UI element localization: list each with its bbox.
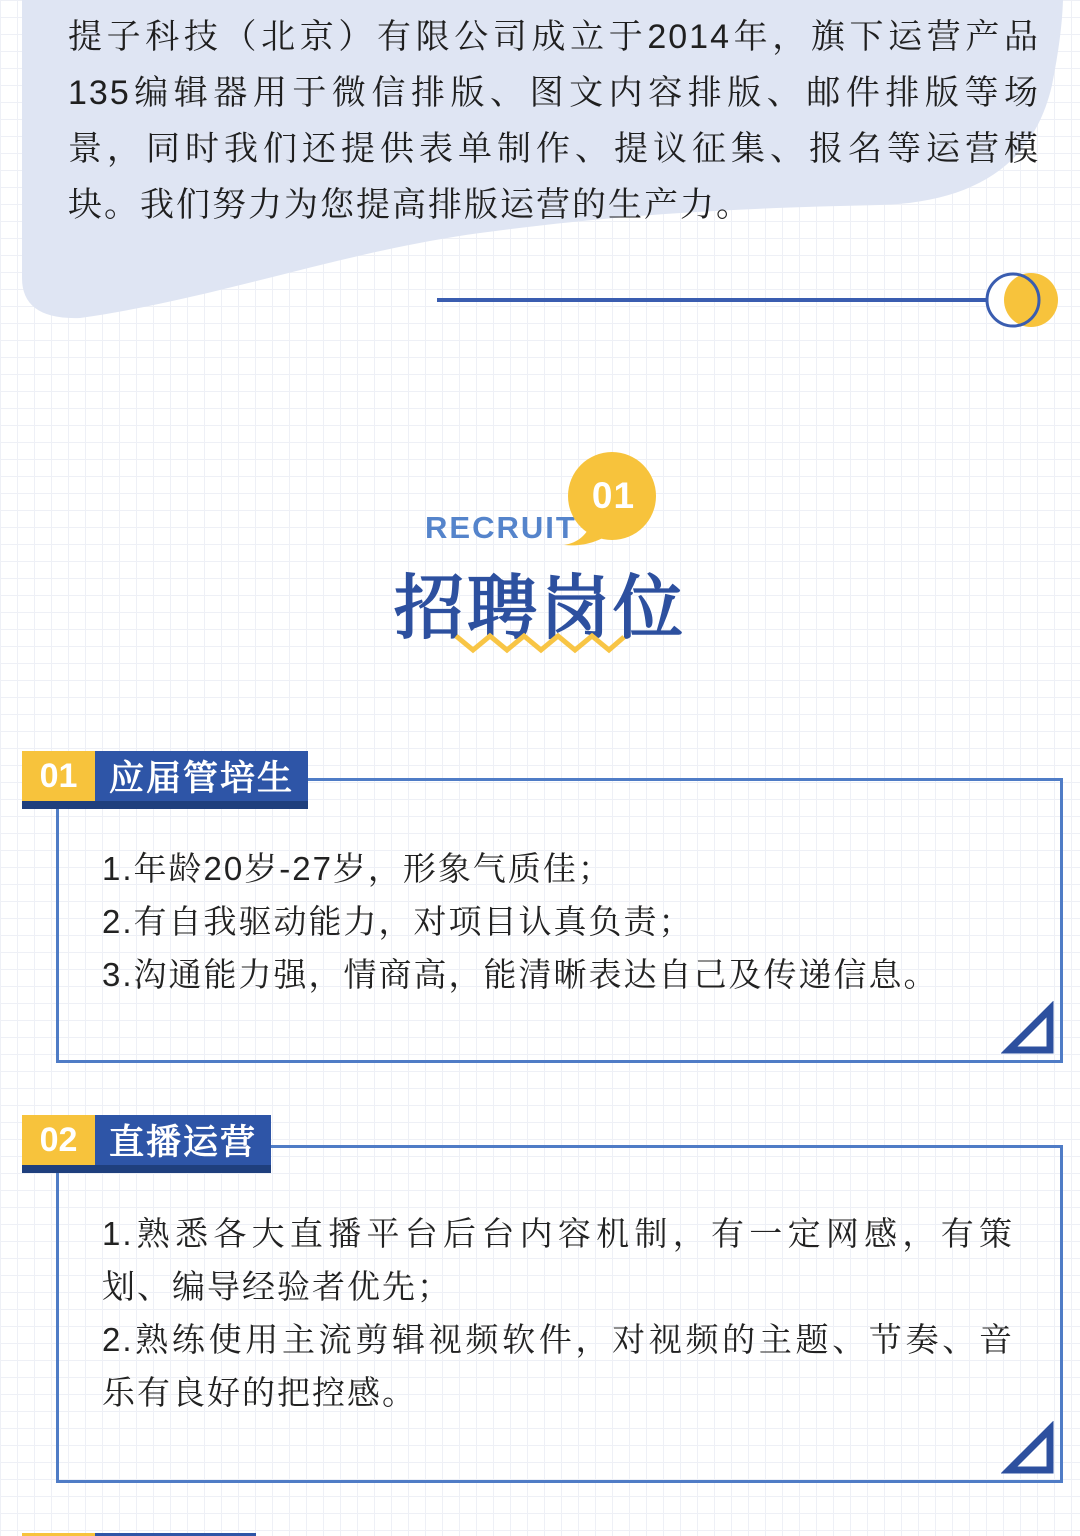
requirement-line: 划、编导经验者优先； <box>102 1268 452 1305</box>
corner-triangle-icon <box>1001 1001 1057 1057</box>
bubble-number: 01 <box>591 475 636 516</box>
section-content-1 <box>102 842 1014 1001</box>
intro-line: 135编辑器用于微信排版、图文内容排版、邮件排版等场 <box>68 74 1040 112</box>
requirement-line: 乐有良好的把控感。 <box>102 1374 417 1411</box>
corner-triangle-icon <box>1001 1421 1057 1477</box>
intro-line: 提子科技（北京）有限公司成立于2014年，旗下运营产品 <box>68 18 1040 56</box>
intro-line: 块。我们努力为您提高排版运营的生产力。 <box>68 186 752 224</box>
page-title: 招聘岗位 <box>394 569 686 647</box>
section-number-badge: 01 <box>22 751 95 801</box>
intro-paragraph <box>68 9 1040 233</box>
divider-line-with-circle <box>430 265 1070 340</box>
requirement-line: 2.有自我驱动能力，对项目认真负责； <box>102 903 694 940</box>
section-number-badge: 02 <box>22 1115 95 1165</box>
section-header-1 <box>22 751 308 801</box>
bubble-tail-icon <box>562 521 618 549</box>
requirement-line: 3.沟通能力强，情商高，能清晰表达自己及传递信息。 <box>102 956 939 993</box>
section-header-2 <box>22 1115 271 1165</box>
zigzag-underline-icon <box>452 629 628 657</box>
recruit-label: RECRUIT <box>425 510 577 545</box>
section-title: 应届管培生 <box>95 751 308 801</box>
requirement-line: 1.熟悉各大直播平台后台内容机制，有一定网感，有策 <box>102 1215 1014 1252</box>
section-content-2 <box>102 1207 1014 1419</box>
requirement-line: 1.年龄20岁-27岁，形象气质佳； <box>102 850 613 887</box>
intro-line: 景，同时我们还提供表单制作、提议征集、报名等运营模 <box>68 130 1040 168</box>
section-title: 直播运营 <box>95 1115 271 1165</box>
requirement-line: 2.熟练使用主流剪辑视频软件，对视频的主题、节奏、音 <box>102 1321 1014 1358</box>
